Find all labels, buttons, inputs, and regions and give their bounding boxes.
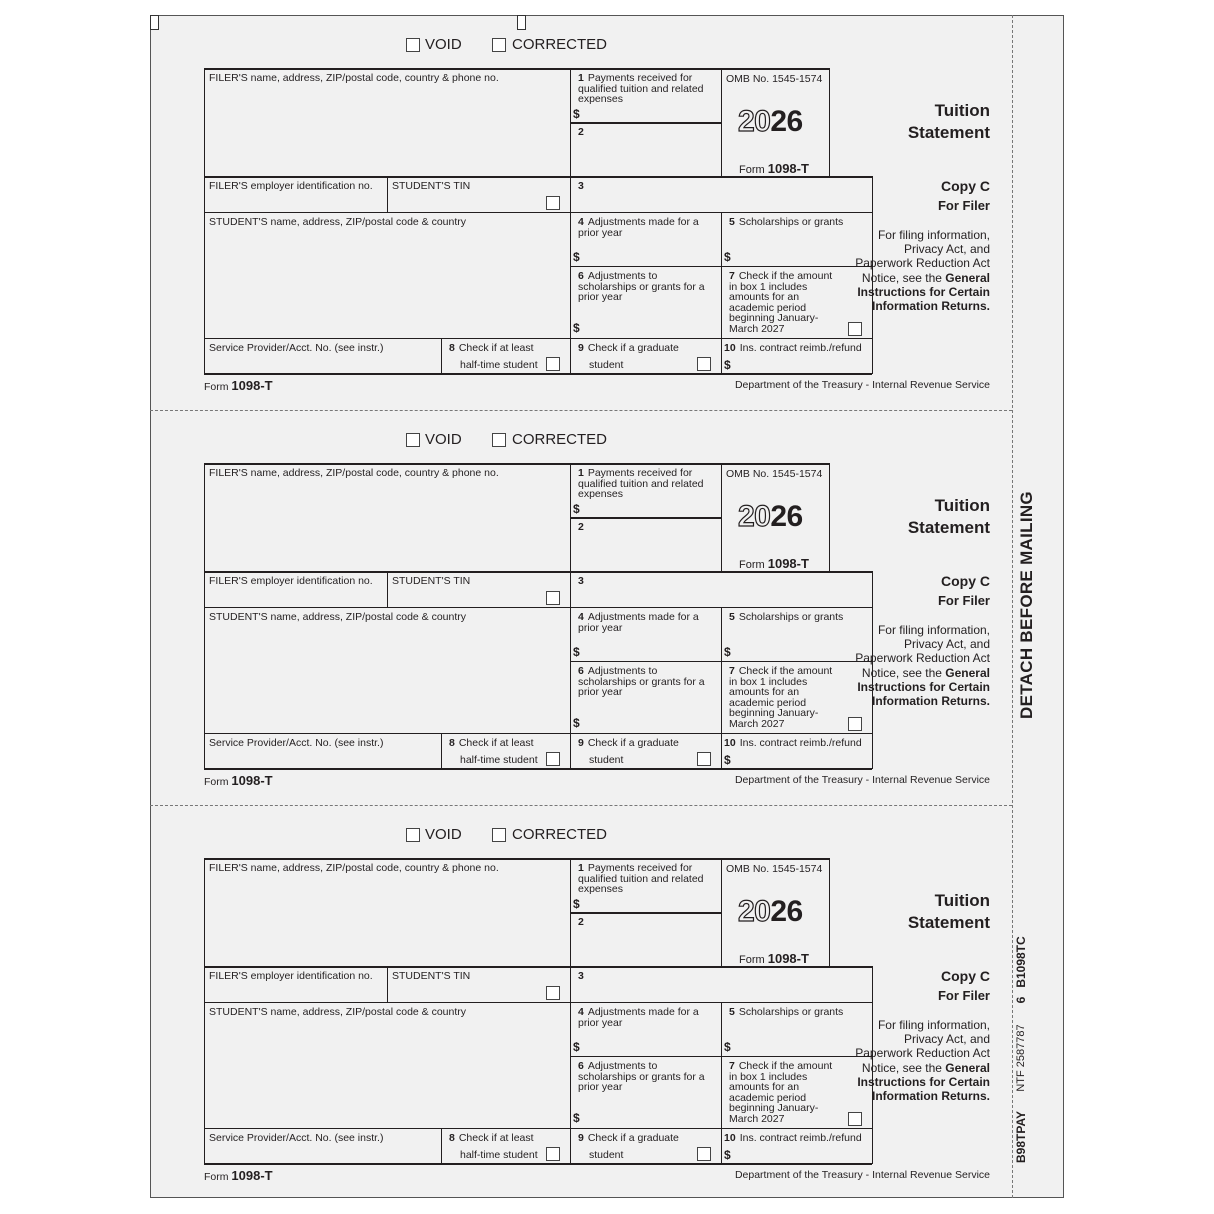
form-word: Form xyxy=(739,559,765,571)
box2-number: 2 xyxy=(578,521,584,533)
form-divider-1 xyxy=(570,858,571,1164)
box45-divider xyxy=(721,607,722,769)
box1-label xyxy=(578,73,720,105)
box3-label xyxy=(578,576,588,587)
corrected-checkbox[interactable] xyxy=(492,828,506,842)
box4-number: 4 xyxy=(578,1006,584,1018)
box9-checkbox[interactable] xyxy=(697,357,711,371)
form-top-rule xyxy=(204,463,829,465)
tax-year xyxy=(738,895,803,929)
filing-info-bold: General Instructions for Certain Information Returns. xyxy=(857,270,990,314)
box10-number: 10 xyxy=(724,1132,736,1144)
form-left-rule xyxy=(204,858,205,1164)
box4-dollar: $ xyxy=(573,250,580,264)
box9-number: 9 xyxy=(578,1132,584,1144)
side-code-6: 6 xyxy=(1014,996,1028,1004)
tax-year xyxy=(738,500,803,534)
box6-dollar: $ xyxy=(573,321,580,335)
box7-text: Check if the amount in box 1 includes amounts for an academic period beginning January-March 2027 xyxy=(729,270,833,335)
box9-number: 9 xyxy=(578,737,584,749)
student-tin-label: STUDENT'S TIN xyxy=(392,180,471,192)
filer-ein-label: FILER'S employer identification no. xyxy=(209,970,373,982)
box9-checkbox[interactable] xyxy=(697,1147,711,1161)
form-number-bottom: 1098-T xyxy=(231,378,273,393)
box10-number: 10 xyxy=(724,342,736,354)
year-suffix: 26 xyxy=(770,895,803,928)
box45-divider xyxy=(721,1002,722,1164)
box7-label xyxy=(729,1061,837,1124)
filer-ein-label: FILER'S employer identification no. xyxy=(209,575,373,587)
box3-label xyxy=(578,971,588,982)
service-provider-label: Service Provider/Acct. No. (see instr.) xyxy=(209,342,384,354)
student-tin-checkbox[interactable] xyxy=(546,986,560,1000)
box1-number: 1 xyxy=(578,72,584,84)
box5-number: 5 xyxy=(729,611,735,623)
tin-divider xyxy=(387,176,388,213)
box8-label xyxy=(449,343,534,354)
tin-divider xyxy=(387,966,388,1003)
box4-dollar: $ xyxy=(573,645,580,659)
box1-label xyxy=(578,863,720,895)
box5-dollar: $ xyxy=(724,645,731,659)
box9-label xyxy=(578,1133,679,1144)
box8-divider xyxy=(441,1128,442,1164)
form-id-bottom xyxy=(204,378,273,393)
box6-text: Adjustments to scholarships or grants for a prior year xyxy=(578,1060,705,1093)
box6-text: Adjustments to scholarships or grants for a prior year xyxy=(578,270,705,303)
title-line-2: Statement xyxy=(907,518,990,537)
box7-label xyxy=(729,666,837,729)
box4-label xyxy=(578,612,708,633)
row2-rule xyxy=(204,966,872,968)
box4-text: Adjustments made for a prior year xyxy=(578,611,699,634)
department-label: Department of the Treasury - Internal Revenue Service xyxy=(734,1169,990,1181)
box7-text: Check if the amount in box 1 includes amounts for an academic period beginning January-March 2027 xyxy=(729,1060,833,1125)
row2-rule xyxy=(204,571,872,573)
box4-text: Adjustments made for a prior year xyxy=(578,216,699,239)
side-code-ntf: NTF 2587787 xyxy=(1015,1024,1027,1092)
form-bottom-rule xyxy=(204,373,872,375)
box4-label xyxy=(578,217,708,238)
side-code-b98tpay: B98TPAY xyxy=(1014,1110,1028,1164)
box2-label xyxy=(578,522,588,533)
student-name-label: STUDENT'S name, address, ZIP/postal code & country xyxy=(209,611,467,623)
title-line-1: Tuition xyxy=(934,496,990,515)
form-number-bottom: 1098-T xyxy=(231,773,273,788)
box9-text-1: Check if a graduate xyxy=(587,737,679,749)
row4-rule xyxy=(570,266,872,267)
form-divider-2 xyxy=(721,858,722,966)
box8-checkbox[interactable] xyxy=(546,357,560,371)
box4-number: 4 xyxy=(578,611,584,623)
box8-text-2: half-time student xyxy=(460,1149,538,1161)
box4-number: 4 xyxy=(578,216,584,228)
box10-text: Ins. contract reimb./refund xyxy=(739,1132,862,1144)
filing-info xyxy=(850,228,990,313)
copy-label: Copy C xyxy=(941,573,990,589)
student-tin-checkbox[interactable] xyxy=(546,196,560,210)
box5-text: Scholarships or grants xyxy=(738,611,844,623)
filer-name-label: FILER'S name, address, ZIP/postal code, country & phone no. xyxy=(209,72,499,84)
box1-number: 1 xyxy=(578,467,584,479)
row3-rule-left xyxy=(204,607,570,608)
student-tin-checkbox[interactable] xyxy=(546,591,560,605)
form-number: 1098-T xyxy=(767,951,809,966)
row3-rule-left xyxy=(204,1002,570,1003)
box6-label xyxy=(578,1061,708,1093)
box5-text: Scholarships or grants xyxy=(738,1006,844,1018)
corrected-label: CORRECTED xyxy=(512,36,608,53)
form-bottom-rule xyxy=(204,1163,872,1165)
box8-checkbox[interactable] xyxy=(546,1147,560,1161)
row5-rule xyxy=(204,1128,872,1129)
box8-text-1: Check if at least xyxy=(458,342,534,354)
filer-name-label: FILER'S name, address, ZIP/postal code, country & phone no. xyxy=(209,862,499,874)
detach-before-mailing: DETACH BEFORE MAILING xyxy=(1017,491,1036,719)
box6-label xyxy=(578,666,708,698)
year-suffix: 26 xyxy=(770,500,803,533)
form-divider-3 xyxy=(829,858,830,966)
box5-number: 5 xyxy=(729,216,735,228)
box9-label xyxy=(578,343,679,354)
form-word-bottom: Form xyxy=(204,381,229,393)
box8-divider xyxy=(441,733,442,769)
service-provider-label: Service Provider/Acct. No. (see instr.) xyxy=(209,1132,384,1144)
box7-checkbox[interactable] xyxy=(848,1112,862,1126)
row5-rule xyxy=(204,733,872,734)
box1-rule xyxy=(570,517,721,519)
row2-rule xyxy=(204,176,872,178)
box8-text-1: Check if at least xyxy=(458,737,534,749)
filer-ein-label: FILER'S employer identification no. xyxy=(209,180,373,192)
form-id-top xyxy=(739,951,809,966)
form-title xyxy=(908,890,990,934)
void-label: VOID xyxy=(425,826,462,843)
tin-divider xyxy=(387,571,388,608)
box1-text: Payments received for qualified tuition and related expenses xyxy=(578,467,704,500)
form-title xyxy=(908,100,990,144)
corrected-checkbox[interactable] xyxy=(492,433,506,447)
form-id-top xyxy=(739,556,809,571)
box3-number: 3 xyxy=(578,575,584,587)
box6-number: 6 xyxy=(578,1060,584,1072)
copy-sub-label: For Filer xyxy=(937,198,990,213)
box3-number: 3 xyxy=(578,180,584,192)
department-label: Department of the Treasury - Internal Revenue Service xyxy=(734,774,990,786)
box6-number: 6 xyxy=(578,665,584,677)
form-1098t-copy xyxy=(0,790,1214,1185)
box8-number: 8 xyxy=(449,1132,455,1144)
box1-dollar: $ xyxy=(573,502,580,516)
service-provider-label: Service Provider/Acct. No. (see instr.) xyxy=(209,737,384,749)
form-left-rule xyxy=(204,463,205,769)
box9-label xyxy=(578,738,679,749)
filing-info xyxy=(850,1018,990,1103)
form-number: 1098-T xyxy=(767,161,809,176)
box6-dollar: $ xyxy=(573,1111,580,1125)
form-divider-2 xyxy=(721,68,722,176)
box9-number: 9 xyxy=(578,342,584,354)
filing-info-bold: General Instructions for Certain Information Returns. xyxy=(857,1060,990,1104)
form-id-bottom xyxy=(204,773,273,788)
box5-label xyxy=(729,612,843,623)
box10-dollar: $ xyxy=(724,1148,731,1162)
filing-info-text: For filing information, Privacy Act, and Paperwork Reduction Act Notice, see the xyxy=(855,228,990,285)
box4-label xyxy=(578,1007,708,1028)
form-divider-1 xyxy=(570,463,571,769)
student-name-label: STUDENT'S name, address, ZIP/postal code & country xyxy=(209,216,467,228)
box10-label xyxy=(724,343,862,354)
box5-text: Scholarships or grants xyxy=(738,216,844,228)
box2-label xyxy=(578,917,588,928)
box9-text-2: student xyxy=(589,754,624,766)
void-checkbox[interactable] xyxy=(406,38,420,52)
box8-text-1: Check if at least xyxy=(458,1132,534,1144)
form-number: 1098-T xyxy=(767,556,809,571)
box5-label xyxy=(729,1007,843,1018)
corrected-label: CORRECTED xyxy=(512,431,608,448)
corrected-checkbox[interactable] xyxy=(492,38,506,52)
copy-sub-label: For Filer xyxy=(937,988,990,1003)
corrected-label: CORRECTED xyxy=(512,826,608,843)
box2-number: 2 xyxy=(578,126,584,138)
year-prefix: 20 xyxy=(738,105,771,138)
form-divider-1 xyxy=(570,68,571,374)
box5-dollar: $ xyxy=(724,250,731,264)
row3-rule-left xyxy=(204,212,570,213)
form-word: Form xyxy=(739,164,765,176)
row4-rule xyxy=(570,1056,872,1057)
box1-rule xyxy=(570,912,721,914)
title-line-2: Statement xyxy=(907,913,990,932)
year-prefix: 20 xyxy=(738,500,771,533)
box1-dollar: $ xyxy=(573,107,580,121)
form-number-bottom: 1098-T xyxy=(231,1168,273,1183)
form-divider-3 xyxy=(829,463,830,571)
box1-dollar: $ xyxy=(573,897,580,911)
box5-label xyxy=(729,217,843,228)
box2-number: 2 xyxy=(578,916,584,928)
box7-number: 7 xyxy=(729,270,735,282)
box7-number: 7 xyxy=(729,665,735,677)
box8-divider xyxy=(441,338,442,374)
box10-dollar: $ xyxy=(724,358,731,372)
box10-label xyxy=(724,738,862,749)
filing-info-text: For filing information, Privacy Act, and Paperwork Reduction Act Notice, see the xyxy=(855,623,990,680)
form-bottom-rule xyxy=(204,768,872,770)
box8-text-2: half-time student xyxy=(460,359,538,371)
student-tin-label: STUDENT'S TIN xyxy=(392,970,471,982)
box9-text-2: student xyxy=(589,1149,624,1161)
box7-checkbox[interactable] xyxy=(848,322,862,336)
void-label: VOID xyxy=(425,431,462,448)
box9-text-2: student xyxy=(589,359,624,371)
student-name-label: STUDENT'S name, address, ZIP/postal code & country xyxy=(209,1006,467,1018)
year-prefix: 20 xyxy=(738,895,771,928)
omb-number: OMB No. 1545-1574 xyxy=(726,863,823,875)
box7-number: 7 xyxy=(729,1060,735,1072)
title-line-2: Statement xyxy=(907,123,990,142)
box6-label xyxy=(578,271,708,303)
form-word-bottom: Form xyxy=(204,776,229,788)
omb-number: OMB No. 1545-1574 xyxy=(726,73,823,85)
box3-number: 3 xyxy=(578,970,584,982)
copy-sub-label: For Filer xyxy=(937,593,990,608)
box4-dollar: $ xyxy=(573,1040,580,1054)
box1-text: Payments received for qualified tuition and related expenses xyxy=(578,862,704,895)
box8-number: 8 xyxy=(449,737,455,749)
box10-number: 10 xyxy=(724,737,736,749)
form-id-top xyxy=(739,161,809,176)
box7-text: Check if the amount in box 1 includes amounts for an academic period beginning January-March 2027 xyxy=(729,665,833,730)
title-line-1: Tuition xyxy=(934,891,990,910)
box10-dollar: $ xyxy=(724,753,731,767)
box1-number: 1 xyxy=(578,862,584,874)
box1-label xyxy=(578,468,720,500)
box1-text: Payments received for qualified tuition and related expenses xyxy=(578,72,704,105)
form-left-rule xyxy=(204,68,205,374)
box5-number: 5 xyxy=(729,1006,735,1018)
row4-rule xyxy=(570,661,872,662)
box10-text: Ins. contract reimb./refund xyxy=(739,342,862,354)
filing-info-bold: General Instructions for Certain Information Returns. xyxy=(857,665,990,709)
box6-text: Adjustments to scholarships or grants for a prior year xyxy=(578,665,705,698)
box5-dollar: $ xyxy=(724,1040,731,1054)
box7-checkbox[interactable] xyxy=(848,717,862,731)
box10-label xyxy=(724,1133,862,1144)
box8-number: 8 xyxy=(449,342,455,354)
year-suffix: 26 xyxy=(770,105,803,138)
form-id-bottom xyxy=(204,1168,273,1183)
side-code-b1098tc: B1098TC xyxy=(1014,936,1028,988)
box8-text-2: half-time student xyxy=(460,754,538,766)
box45-divider xyxy=(721,212,722,374)
copy-label: Copy C xyxy=(941,178,990,194)
box9-text-1: Check if a graduate xyxy=(587,342,679,354)
form-1098t-copy xyxy=(0,0,1214,395)
filing-info xyxy=(850,623,990,708)
copy-label: Copy C xyxy=(941,968,990,984)
student-tin-label: STUDENT'S TIN xyxy=(392,575,471,587)
tax-year xyxy=(738,105,803,139)
box7-label xyxy=(729,271,837,334)
box3-label xyxy=(578,181,588,192)
void-checkbox[interactable] xyxy=(406,433,420,447)
void-checkbox[interactable] xyxy=(406,828,420,842)
box6-number: 6 xyxy=(578,270,584,282)
department-label: Department of the Treasury - Internal Revenue Service xyxy=(734,379,990,391)
form-divider-3 xyxy=(829,68,830,176)
form-title xyxy=(908,495,990,539)
omb-number: OMB No. 1545-1574 xyxy=(726,468,823,480)
filer-name-label: FILER'S name, address, ZIP/postal code, country & phone no. xyxy=(209,467,499,479)
title-line-1: Tuition xyxy=(934,101,990,120)
box8-label xyxy=(449,738,534,749)
form-word-bottom: Form xyxy=(204,1171,229,1183)
box2-label xyxy=(578,127,588,138)
box4-text: Adjustments made for a prior year xyxy=(578,1006,699,1029)
box8-label xyxy=(449,1133,534,1144)
form-divider-2 xyxy=(721,463,722,571)
form-top-rule xyxy=(204,858,829,860)
form-top-rule xyxy=(204,68,829,70)
void-label: VOID xyxy=(425,36,462,53)
box8-checkbox[interactable] xyxy=(546,752,560,766)
row5-rule xyxy=(204,338,872,339)
box10-text: Ins. contract reimb./refund xyxy=(739,737,862,749)
box6-dollar: $ xyxy=(573,716,580,730)
box9-checkbox[interactable] xyxy=(697,752,711,766)
box1-rule xyxy=(570,122,721,124)
box9-text-1: Check if a graduate xyxy=(587,1132,679,1144)
filing-info-text: For filing information, Privacy Act, and Paperwork Reduction Act Notice, see the xyxy=(855,1018,990,1075)
form-1098t-copy xyxy=(0,395,1214,790)
form-word: Form xyxy=(739,954,765,966)
